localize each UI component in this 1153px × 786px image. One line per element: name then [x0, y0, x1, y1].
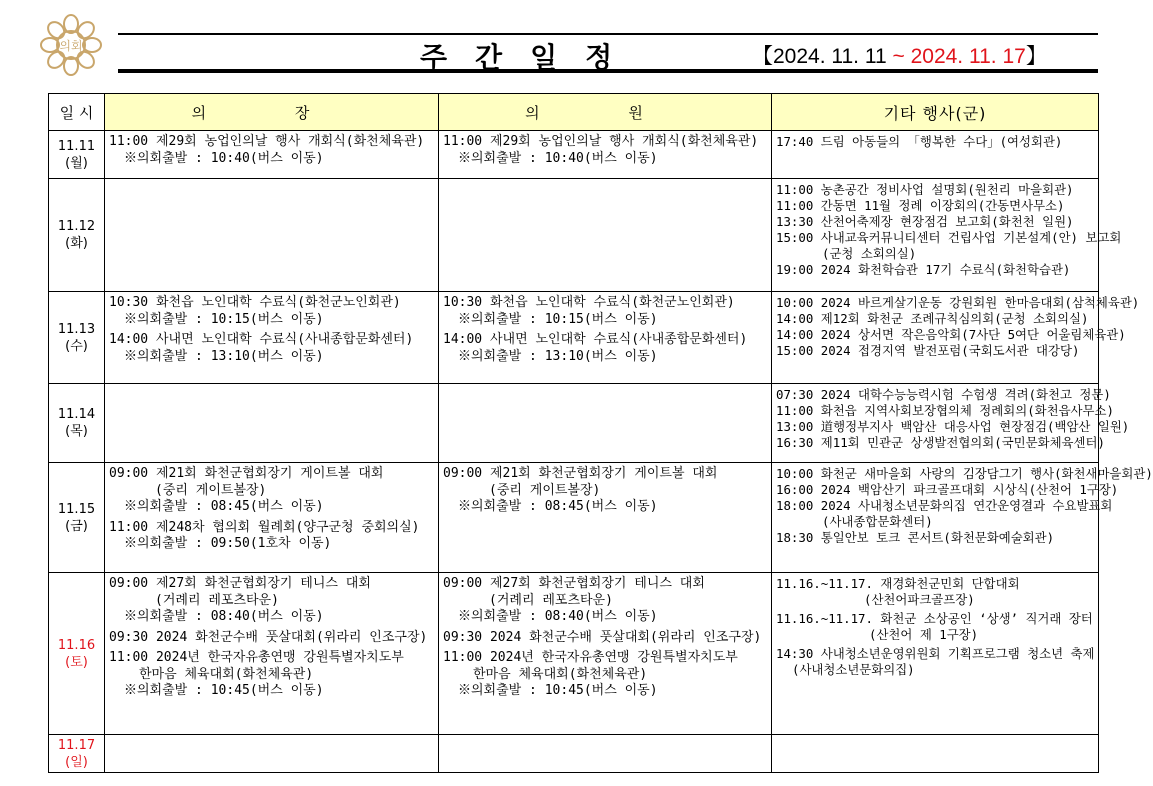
- day-date: 11.17: [57, 737, 96, 753]
- day-weekday: (화): [65, 236, 88, 251]
- members-cell: [439, 384, 772, 463]
- event-location: 한마음 체육대회(화천체육관): [473, 666, 648, 682]
- members-cell: [439, 573, 772, 735]
- day-date: 11.13: [57, 321, 96, 337]
- chair-cell: [105, 463, 439, 573]
- other-event-line: (산천어파크골프장): [864, 592, 975, 607]
- other-event-line: 13:30 산천어축제장 현장점검 보고회(화천천 일원): [776, 214, 1074, 229]
- event-item: [109, 295, 438, 328]
- logo-text: 의회: [59, 39, 83, 53]
- other-event-line: 15:00 2024 접경지역 발전포럼(국회도서관 대강당): [776, 343, 1080, 358]
- other-event-line: 11:00 간동면 11월 정례 이장회의(간동면사무소): [776, 198, 1065, 213]
- other-cell: [772, 131, 1099, 179]
- members-events: [439, 131, 771, 167]
- other-event-line: 13:00 道행정부지사 백암산 대응사업 현장점검(백암산 일원): [776, 419, 1130, 434]
- other-events: [772, 384, 1130, 451]
- members-events: [439, 735, 771, 738]
- day-weekday: (금): [65, 518, 88, 534]
- event-location: 한마음 체육대회(화천체육관): [139, 666, 314, 682]
- event-title: 09:00 제27회 화천군협회장기 테니스 대회: [109, 576, 371, 591]
- members-events: [439, 179, 771, 182]
- event-location: (중리 게이트볼장): [489, 482, 601, 498]
- chair-cell: [105, 131, 439, 179]
- members-cell: [439, 735, 772, 773]
- chair-cell: [105, 179, 439, 292]
- event-title: 09:00 제27회 화천군협회장기 테니스 대회: [443, 576, 705, 591]
- table-row: [49, 179, 1099, 292]
- members-cell: [439, 292, 772, 384]
- day-weekday: (일): [65, 754, 88, 770]
- members-cell: [439, 463, 772, 573]
- departure-note: ※의회출발 : 08:45(버스 이동): [458, 499, 658, 514]
- day-date: 11.15: [57, 501, 96, 517]
- other-events: [772, 131, 1098, 150]
- members-cell: [439, 131, 772, 179]
- other-events: [772, 179, 1122, 278]
- event-title: 14:00 사내면 노인대학 수료식(사내종합문화센터): [109, 332, 414, 347]
- event-item: [443, 295, 771, 328]
- departure-note: ※의회출발 : 08:45(버스 이동): [124, 499, 324, 514]
- event-title: 09:30 2024 화천군수배 풋살대회(위라리 인조구장): [443, 629, 762, 645]
- departure-note: ※의회출발 : 09:50(1호차 이동): [124, 536, 332, 551]
- event-item: [109, 466, 438, 516]
- event-title: 09:00 제21회 화천군협회장기 게이트볼 대회: [109, 466, 384, 481]
- column-header-members: 의 원: [439, 94, 772, 131]
- council-emblem-icon: [40, 14, 102, 76]
- table-row: [49, 292, 1099, 384]
- chair-cell: [105, 735, 439, 773]
- other-event-line: 19:00 2024 화천학습관 17기 수료식(화천학습관): [776, 262, 1071, 277]
- event-item: [443, 134, 771, 167]
- event-item: [109, 134, 438, 167]
- other-event-line: 16:30 제11회 민관군 상생발전협의회(국민문화체육센터): [776, 435, 1105, 450]
- period-start: 2024. 11. 11: [773, 45, 887, 68]
- day-date: 11.14: [57, 407, 96, 422]
- other-event-line: 11.16.~11.17. 재경화천군민회 단합대회: [776, 576, 1020, 591]
- other-event-line: (산천어 제 1구장): [869, 627, 979, 642]
- day-cell: [49, 292, 105, 384]
- day-weekday: (목): [65, 424, 88, 439]
- other-event-line: (군청 소회의실): [822, 246, 917, 261]
- members-events: [439, 573, 771, 700]
- table-row: [49, 131, 1099, 179]
- other-event-line: 18:30 통일안보 토크 콘서트(화천문화예술회관): [776, 530, 1055, 545]
- chair-events: [105, 179, 438, 182]
- column-header-chair: 의 장: [105, 94, 439, 131]
- table-row: [49, 384, 1099, 463]
- other-event-line: 07:30 2024 대학수능능력시험 수험생 격려(화천고 정문): [776, 387, 1111, 402]
- other-event-line: 10:00 2024 바르게살기운동 강원회원 한마음대회(삼척체육관): [776, 295, 1140, 310]
- event-item: [109, 630, 438, 647]
- other-events: [772, 735, 1098, 738]
- day-weekday: (수): [65, 338, 88, 354]
- day-cell: [49, 735, 105, 773]
- departure-note: ※의회출발 : 10:15(버스 이동): [124, 311, 324, 327]
- departure-note: ※의회출발 : 10:40(버스 이동): [458, 150, 658, 166]
- other-cell: [772, 179, 1122, 292]
- day-cell: [49, 573, 105, 735]
- other-event-line: 17:40 드림 아동들의 「행복한 수다」(여성회관): [776, 134, 1063, 149]
- header-rule-top: [118, 33, 1098, 35]
- event-title: 09:00 제21회 화천군협회장기 게이트볼 대회: [443, 466, 718, 481]
- other-cell: [772, 463, 1153, 573]
- other-event-line: 14:30 사내청소년운영위원회 기획프로그램 청소년 축제: [776, 646, 1095, 661]
- day-cell: [49, 463, 105, 573]
- day-date: 11.12: [57, 219, 96, 234]
- event-location: (거례리 레포츠타운): [155, 592, 279, 608]
- chair-events: [105, 735, 438, 738]
- event-title: 14:00 사내면 노인대학 수료식(사내종합문화센터): [443, 332, 748, 347]
- event-title: 11:00 2024년 한국자유총연맹 강원특별자치도부: [443, 650, 738, 665]
- chair-cell: [105, 292, 439, 384]
- other-cell: [772, 292, 1140, 384]
- members-events: [439, 463, 771, 516]
- day-date: 11.16: [57, 637, 96, 653]
- chair-events: [105, 573, 438, 700]
- event-item: [109, 332, 438, 365]
- chair-cell: [105, 384, 439, 463]
- departure-note: ※의회출발 : 10:15(버스 이동): [458, 311, 658, 327]
- other-event-line: 14:00 제12회 화천군 조례규칙심의회(군청 소회의실): [776, 311, 1089, 326]
- other-event-line: 14:00 2024 상서면 작은음악회(7사단 5여단 어울림체육관): [776, 327, 1126, 342]
- event-title: 11:00 2024년 한국자유총연맹 강원특별자치도부: [109, 650, 404, 665]
- day-cell: [49, 131, 105, 179]
- other-events: [772, 292, 1140, 359]
- event-title: 10:30 화천읍 노인대학 수료식(화천군노인회관): [109, 295, 401, 310]
- column-header-other: 기타 행사(군): [772, 94, 1099, 131]
- day-date: 11.11: [57, 138, 96, 154]
- other-event-line: 11:00 농촌공간 정비사업 설명회(원천리 마을회관): [776, 182, 1074, 197]
- other-event-line: 18:00 2024 사내청소년문화의집 연간운영결과 수요발표회: [776, 498, 1113, 513]
- departure-note: ※의회출발 : 13:10(버스 이동): [458, 348, 658, 364]
- chair-events: [105, 292, 438, 365]
- event-item: [443, 650, 771, 700]
- other-event-line: 11:00 화천읍 지역사회보장협의체 정례회의(화천읍사무소): [776, 403, 1114, 418]
- day-cell: [49, 179, 105, 292]
- other-event-line: 15:00 사내교육커뮤니티센터 건립사업 기본설계(안) 보고회: [776, 230, 1122, 245]
- event-location: (중리 게이트볼장): [155, 482, 267, 498]
- members-events: [439, 292, 771, 365]
- event-title: 11:00 제29회 농업인의날 행사 개회식(화천체육관): [109, 134, 425, 149]
- day-cell: [49, 384, 105, 463]
- event-title: 11:00 제29회 농업인의날 행사 개회식(화천체육관): [443, 134, 759, 149]
- members-cell: [439, 179, 772, 292]
- departure-note: ※의회출발 : 13:10(버스 이동): [124, 348, 324, 364]
- event-item: [443, 576, 771, 626]
- event-item: [109, 576, 438, 626]
- event-item: [109, 650, 438, 700]
- event-item: [109, 520, 438, 553]
- chair-events: [105, 131, 438, 167]
- other-cell: [772, 735, 1099, 773]
- table-row: [49, 735, 1099, 773]
- departure-note: ※의회출발 : 08:40(버스 이동): [458, 609, 658, 624]
- other-event-line: (사내종합문화센터): [822, 514, 933, 529]
- event-item: [443, 332, 771, 365]
- departure-note: ※의회출발 : 10:40(버스 이동): [124, 150, 324, 166]
- departure-note: ※의회출발 : 08:40(버스 이동): [124, 609, 324, 624]
- other-events: [772, 573, 1098, 678]
- page-title: 주간일정: [420, 41, 641, 74]
- event-title: 10:30 화천읍 노인대학 수료식(화천군노인회관): [443, 295, 735, 310]
- chair-events: [105, 463, 438, 553]
- event-location: (거례리 레포츠타운): [489, 592, 613, 608]
- departure-note: ※의회출발 : 10:45(버스 이동): [124, 683, 324, 698]
- weekly-schedule-table: [48, 93, 1153, 773]
- event-item: [443, 630, 771, 647]
- other-cell: [772, 384, 1130, 463]
- other-event-line: 11.16.~11.17. 화천군 소상공인 ‘상생’ 직거래 장터: [776, 611, 1093, 626]
- column-header-day: 일 시: [49, 94, 105, 131]
- departure-note: ※의회출발 : 10:45(버스 이동): [458, 683, 658, 698]
- chair-events: [105, 384, 438, 387]
- chair-cell: [105, 573, 439, 735]
- other-event-line: 16:00 2024 백암산기 파크골프대회 시상식(산천어 1구장): [776, 482, 1119, 497]
- period-sep: ~: [886, 45, 911, 68]
- other-cell: [772, 573, 1099, 735]
- day-weekday: (토): [65, 654, 88, 670]
- event-title: 11:00 제248차 협의회 월례회(양구군청 중회의실): [109, 519, 420, 535]
- other-events: [772, 463, 1153, 546]
- period-end: 2024. 11. 17: [910, 45, 1026, 68]
- members-events: [439, 384, 771, 387]
- other-event-line: 10:00 화천군 새마을회 사랑의 김장담그기 행사(화천새마을회관): [776, 466, 1153, 481]
- other-event-line: (사내청소년문화의집): [792, 662, 915, 677]
- event-item: [443, 466, 771, 516]
- table-row: [49, 573, 1099, 735]
- event-title: 09:30 2024 화천군수배 풋살대회(위라리 인조구장): [109, 629, 428, 645]
- table-row: [49, 463, 1099, 573]
- day-weekday: (월): [65, 155, 88, 171]
- period-range: 【2024. 11. 11 ~ 2024. 11. 17】: [752, 45, 1047, 68]
